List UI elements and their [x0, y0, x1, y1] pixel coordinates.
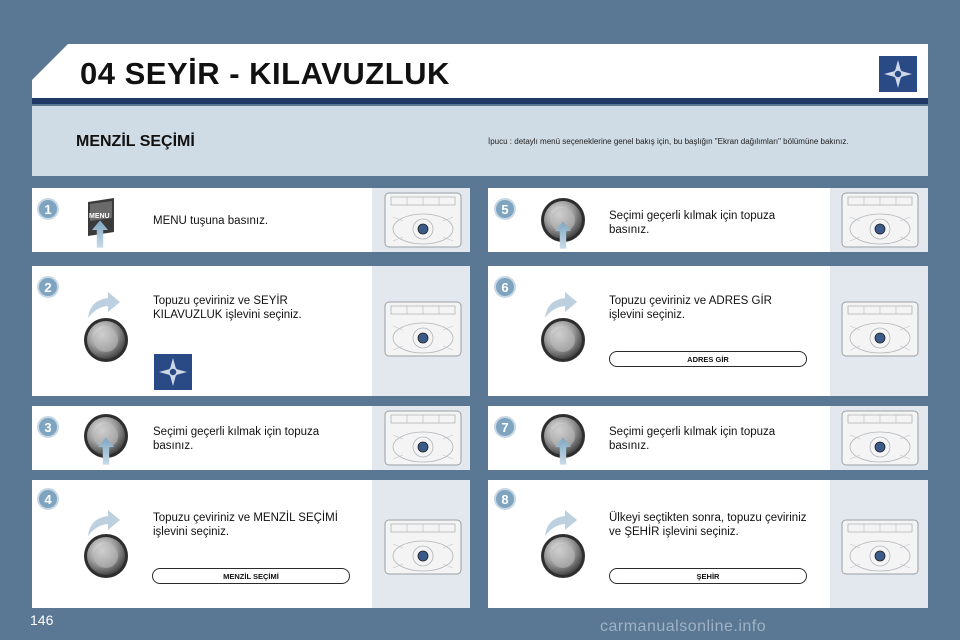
- rotary-knob-icon: [539, 532, 587, 580]
- step-badge-3: 3: [37, 416, 59, 438]
- step-badge-1: 1: [37, 198, 59, 220]
- step-text-1: MENU tuşuna basınız.: [153, 215, 269, 227]
- step-badge-2: 2: [37, 276, 59, 298]
- control-panel-icon: [840, 191, 920, 249]
- tip-text: İpucu : detaylı menü seçeneklerine genel bakış için, bu başlığın "Ekran dağılımları" bölümüne bakınız.: [488, 137, 849, 146]
- rotary-knob-icon: [539, 316, 587, 364]
- step-badge-8: 8: [494, 488, 516, 510]
- menu-button-label: MENU: [89, 213, 110, 220]
- navigation-icon: [154, 354, 192, 390]
- rotary-knob-icon: [82, 316, 130, 364]
- header-stripe: [32, 98, 928, 104]
- press-arrow-icon: [98, 436, 114, 466]
- section-title: MENZİL SEÇİMİ: [76, 133, 195, 150]
- step-text-4: Topuzu çeviriniz ve MENZİL SEÇİMİ işlevini seçiniz.: [153, 512, 338, 538]
- step-badge-6: 6: [494, 276, 516, 298]
- step-text-2: Topuzu çeviriniz ve SEYİR KILAVUZLUK işlevini seçiniz.: [153, 295, 302, 321]
- menu-option-pill: MENZİL SEÇİMİ: [152, 568, 350, 584]
- step-badge-4: 4: [37, 488, 59, 510]
- step-text-7: Seçimi geçerli kılmak için topuza basınız.: [609, 426, 776, 452]
- chapter-title: 04 SEYİR - KILAVUZLUK: [80, 56, 450, 91]
- step-text-8: Ülkeyi seçtikten sonra, topuzu çeviriniz ve ŞEHİR işlevini seçiniz.: [609, 512, 807, 538]
- press-arrow-icon: [555, 436, 571, 466]
- control-panel-icon: [840, 300, 920, 358]
- page-number: 146: [30, 612, 54, 628]
- step-text-6: Topuzu çeviriniz ve ADRES GİR işlevini seçiniz.: [609, 295, 772, 321]
- rotary-knob-icon: [82, 532, 130, 580]
- control-panel-icon: [383, 191, 463, 249]
- control-panel-icon: [383, 518, 463, 576]
- menu-option-pill: ŞEHİR: [609, 568, 807, 584]
- watermark: carmanualsonline.info: [600, 618, 767, 635]
- menu-option-pill: ADRES GİR: [609, 351, 807, 367]
- control-panel-icon: [383, 409, 463, 467]
- control-panel-icon: [383, 300, 463, 358]
- navigation-icon: [879, 56, 917, 92]
- control-panel-icon: [840, 518, 920, 576]
- step-text-3: Seçimi geçerli kılmak için topuza basınız.: [153, 426, 320, 452]
- step-badge-5: 5: [494, 198, 516, 220]
- control-panel-icon: [840, 409, 920, 467]
- step-text-5: Seçimi geçerli kılmak için topuza basınız.: [609, 210, 776, 236]
- step-badge-7: 7: [494, 416, 516, 438]
- press-arrow-icon: [555, 220, 571, 250]
- press-arrow-icon: [92, 220, 108, 248]
